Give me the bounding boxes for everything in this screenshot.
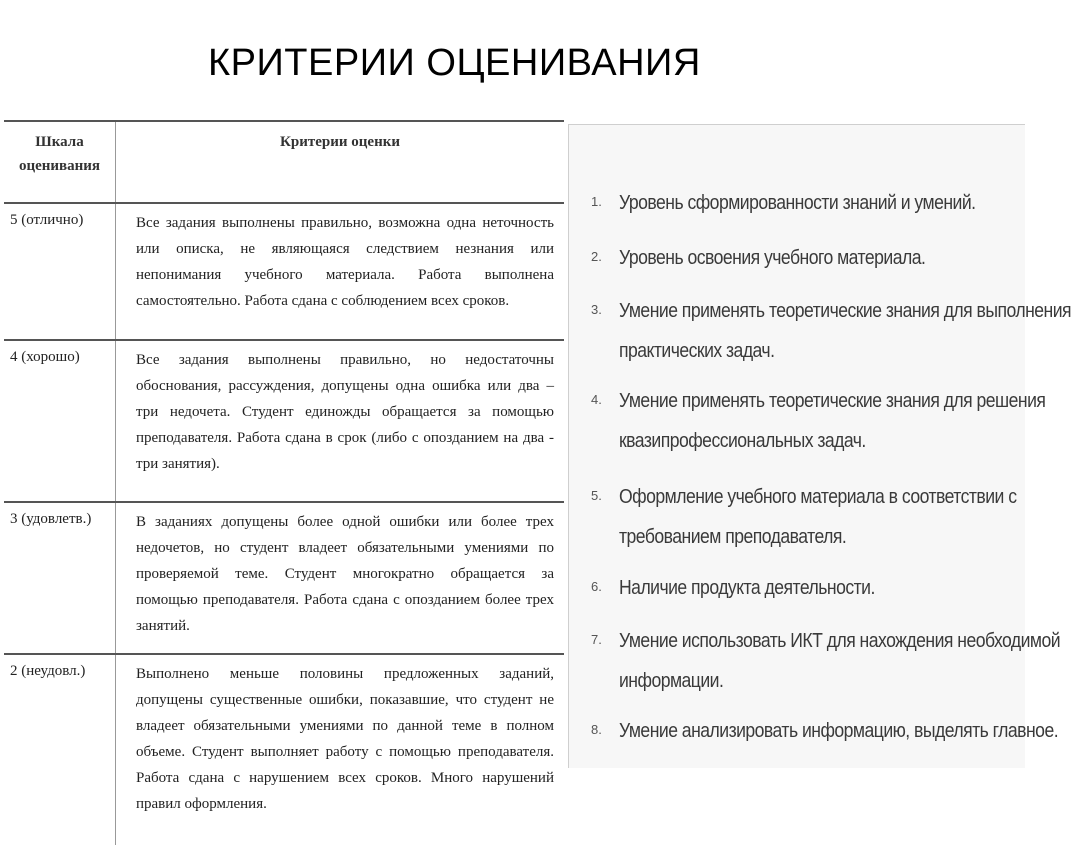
list-text-line2: информации. xyxy=(619,670,724,692)
grade-cell: 5 (отлично) xyxy=(4,203,116,340)
scale-header-line2: оценивания xyxy=(18,158,101,174)
table-header-row xyxy=(4,121,564,203)
criteria-cell: Все задания выполнены правильно, но недостаточны обоснования, рассуждения, допущены одна ошибка или два – три недочета. Студент единожды обращается за помощью преподавателя. Работа сдана в срок (либо с опозданием на два - три занятия). xyxy=(116,340,565,502)
list-text-line1: Уровень освоения учебного материала. xyxy=(619,247,926,269)
criteria-header: Критерии оценки xyxy=(116,121,565,203)
list-number: 7. xyxy=(591,632,602,647)
list-number: 1. xyxy=(591,194,602,209)
list-text-line2: требованием преподавателя. xyxy=(619,526,847,548)
list-text-line1: Умение использовать ИКТ для нахождения необходимой xyxy=(619,630,1061,652)
grading-table xyxy=(4,120,564,845)
list-number: 6. xyxy=(591,579,602,594)
list-text-line1: Умение применять теоретические знания для выполнения xyxy=(619,300,1071,322)
criteria-cell: Все задания выполнены правильно, возможна одна неточность или описка, не являющаяся следствием незнания или непонимания учебного материала. Работа выполнена самостоятельно. Работа сдана с соблюдением всех сроков. xyxy=(116,203,565,340)
scale-header xyxy=(4,121,116,203)
scale-header-line1: Шкала xyxy=(35,134,84,150)
table-row xyxy=(4,340,564,502)
table-row xyxy=(4,203,564,340)
list-number: 3. xyxy=(591,302,602,317)
list-text-line1: Оформление учебного материала в соответствии с xyxy=(619,486,1017,508)
criteria-cell: В заданиях допущены более одной ошибки или более трех недочетов, но студент владеет обязательными умениями по проверяемой теме. Студент многократно обращается за помощью преподавателя. Работа сдана с опозданием более трех занятий. xyxy=(116,502,565,654)
list-text-line2: практических задач. xyxy=(619,340,775,362)
grade-cell: 4 (хорошо) xyxy=(4,340,116,502)
list-number: 8. xyxy=(591,722,602,737)
grade-cell: 3 (удовлетв.) xyxy=(4,502,116,654)
table-row xyxy=(4,502,564,654)
list-number: 5. xyxy=(591,488,602,503)
list-text-line1: Умение применять теоретические знания для решения xyxy=(619,390,1046,412)
criteria-cell: Выполнено меньше половины предложенных заданий, допущены существенные ошибки, показавшие, что студент не владеет обязательными умениями по данной теме в полном объеме. Студент выполняет работу с помощью преподавателя. Работа сдана с нарушением всех сроков. Много нарушений правил оформления. xyxy=(116,654,565,845)
list-text-line1: Уровень сформированности знаний и умений. xyxy=(619,192,976,214)
list-number: 2. xyxy=(591,249,602,264)
list-text-line1: Умение анализировать информацию, выделять главное. xyxy=(619,720,1059,742)
list-text-line1: Наличие продукта деятельности. xyxy=(619,577,875,599)
list-text-line2: квазипрофессиональных задач. xyxy=(619,430,866,452)
criteria-list-panel xyxy=(568,124,1071,768)
grade-cell: 2 (неудовл.) xyxy=(4,654,116,845)
page-title: КРИТЕРИИ ОЦЕНИВАНИЯ xyxy=(208,42,701,84)
list-number: 4. xyxy=(591,392,602,407)
table-row xyxy=(4,654,564,845)
